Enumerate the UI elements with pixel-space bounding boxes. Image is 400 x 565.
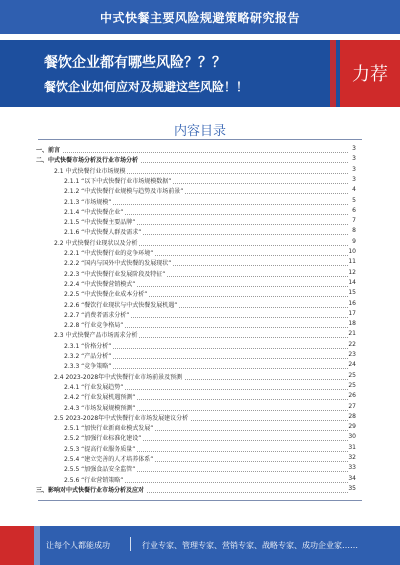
toc-entry-text: 2.2.7 “消费者需求分析”: [64, 311, 130, 319]
toc-entry-page: 32: [348, 454, 356, 461]
toc-entry[interactable]: [36, 413, 356, 422]
toc-entry-page: 28: [348, 412, 356, 420]
toc-entry[interactable]: [36, 258, 356, 267]
toc-entry-page: 16: [348, 299, 356, 307]
toc-entry[interactable]: [36, 227, 356, 236]
toc-entry-page: 3: [352, 155, 356, 163]
toc-entry[interactable]: [36, 300, 356, 309]
toc-entry[interactable]: [36, 403, 356, 412]
toc-entry-text: 2.1.1 “以下中式快餐行业市场规模数据”: [64, 177, 172, 185]
toc-entry-text: 2.5.6 “行业营销策略”: [64, 476, 124, 484]
toc-entry[interactable]: [36, 217, 356, 226]
toc-entry-text: 2.5 2023-2028年中式快餐行业市场发展建议分析: [54, 414, 189, 422]
recommend-badge-text: 力荐: [352, 64, 388, 85]
toc-entry-text: 2.5.1 “加快行业新商业模式发展”: [64, 425, 154, 433]
toc-entry[interactable]: [36, 166, 356, 175]
toc-entry-text: 2.1.4 “中式快餐企业”: [64, 208, 124, 216]
toc-entry-text: 2.1.6 “中式快餐人群及需求”: [64, 229, 142, 237]
toc-entry-text: 2.1.2 “中式快餐行业规模与趋势及市场前景”: [64, 188, 184, 196]
toc-entry-page: 3: [352, 165, 356, 173]
toc-entry-text: 2.2.3 “中式快餐行业发展阶段及特征”: [64, 270, 166, 278]
toc-entry-text: 2.3.1 “价格分析”: [64, 342, 112, 350]
toc-entry[interactable]: [36, 485, 356, 494]
toc-entry[interactable]: [36, 197, 356, 206]
toc-top-divider: [38, 139, 362, 140]
footer-separator: [130, 537, 131, 551]
toc-entry-text: 2.4.2 “行业发展机遇预测”: [64, 394, 136, 402]
toc-entry[interactable]: [36, 361, 356, 370]
report-title: 中式快餐主要风险规避策略研究报告: [99, 11, 300, 25]
toc-entry[interactable]: [36, 269, 356, 278]
toc-entry[interactable]: [36, 382, 356, 391]
toc-entry-page: 11: [348, 258, 356, 266]
toc-entry-page: 35: [348, 484, 356, 492]
toc-entry-page: 6: [352, 206, 356, 214]
toc-entry-text: 2.1.5 “中式快餐主要品牌”: [64, 219, 136, 227]
toc-entry-page: 5: [352, 196, 356, 204]
toc-title: 内容目录: [173, 124, 226, 139]
toc-entry[interactable]: [36, 310, 356, 319]
toc-entry-text: 2.4.3 “市场发展规模预测”: [64, 404, 136, 412]
toc-entry-page: 15: [348, 289, 356, 297]
footer-divider: [34, 526, 40, 565]
toc-entry-page: 31: [348, 443, 356, 451]
toc-entry[interactable]: [36, 289, 356, 298]
toc-entry-page: 7: [352, 217, 356, 225]
toc-entry-text: 2.2.5 “中式快餐企业成本分析”: [64, 291, 148, 299]
toc-entry-page: 34: [348, 474, 356, 482]
toc-entry-page: 3: [352, 145, 356, 152]
toc-entry-page: 23: [348, 351, 356, 358]
toc-entry-page: 27: [348, 402, 356, 410]
toc-leader-dots: [36, 152, 348, 153]
toc-entry-text: 二、中式快餐市场分析及行业市场分析: [36, 157, 139, 165]
toc-entry-text: 2.4.1 “行业发展趋势”: [64, 383, 124, 391]
toc-entry-text: 2.5.2 “加强行业标准化建设”: [64, 435, 142, 443]
toc-entry-text: 2.5.4 “建立完善的人才培养体系”: [64, 456, 154, 463]
toc-entry-text: 一、前言: [36, 147, 61, 154]
toc-entry[interactable]: [36, 186, 356, 195]
toc-entry-text: 2.1 中式快餐行业市场规模: [54, 167, 126, 175]
toc-entry-text: 2.5.5 “加强食品安全监管”: [64, 466, 136, 474]
toc-entry-text: 2.2.6 “餐饮行业现状与中式快餐发展机遇”: [64, 301, 178, 309]
toc-entry[interactable]: [36, 320, 356, 329]
recommend-badge: [340, 40, 400, 107]
toc-entry-text: 2.2 中式快餐行业现状以及分析: [54, 239, 138, 247]
toc-entry-page: 10: [348, 248, 356, 255]
toc-entry[interactable]: [36, 176, 356, 185]
toc-entry-text: 三、影响对中式快餐行业市场分析及应对: [36, 486, 145, 494]
toc-entry-page: 17: [348, 309, 356, 317]
toc-entry[interactable]: [36, 444, 356, 453]
toc-entry[interactable]: [36, 392, 356, 401]
toc-entry-page: 26: [348, 392, 356, 400]
toc-entry-text: 2.2.1 “中式快餐行业的竞争环境”: [64, 250, 154, 257]
hero-subtitle: 餐饮企业如何应对及规避这些风险！！: [44, 80, 249, 94]
toc-entry-page: 9: [352, 237, 356, 245]
toc-entry-page: 24: [348, 361, 356, 369]
toc-entry[interactable]: [36, 155, 356, 164]
toc-entry-page: 29: [348, 423, 356, 431]
badge-accent-bar: [330, 40, 336, 107]
toc-entry-page: 30: [348, 433, 356, 441]
toc-bottom-divider: [38, 500, 362, 501]
toc-entry[interactable]: [36, 351, 356, 360]
hero-question: 餐饮企业都有哪些风险？？？: [44, 55, 226, 71]
toc-entry[interactable]: [36, 433, 356, 442]
toc-entry-text: 2.5.3 “提高行业服务质量”: [64, 445, 136, 453]
toc-entry-page: 14: [348, 278, 356, 286]
toc-entry[interactable]: [36, 464, 356, 473]
toc-entry-page: 8: [352, 227, 356, 235]
toc-entry[interactable]: [36, 341, 356, 350]
toc-entry[interactable]: [36, 454, 356, 463]
toc-entry-text: 2.2.8 “行业竞争格局”: [64, 322, 124, 330]
toc-entry[interactable]: [36, 423, 356, 432]
toc-entry[interactable]: [36, 475, 356, 484]
toc-entry[interactable]: [36, 207, 356, 216]
toc-entry-text: 2.2.2 “国内与国外中式快餐的发展现状”: [64, 260, 172, 268]
toc-entry-page: 25: [348, 381, 356, 389]
footer-accent: [0, 526, 34, 565]
toc-entry-text: 2.2.4 “中式快餐营销模式”: [64, 280, 136, 288]
toc-entry[interactable]: [36, 248, 356, 257]
toc-entry[interactable]: [36, 238, 356, 247]
toc-entry-page: 18: [348, 320, 356, 328]
toc-entry[interactable]: [36, 279, 356, 288]
toc-entry-text: 2.3 中式快餐产品市场需求分析: [54, 332, 138, 340]
toc-entry-text: 2.3.3 “竞争策略”: [64, 363, 112, 371]
footer-slogan: 让每个人都能成功: [46, 541, 110, 550]
toc-entry-text: 2.1.3 “市场规模”: [64, 198, 112, 206]
footer-experts: 行业专家、管理专家、营销专家、战略专家、成功企业家……: [142, 541, 358, 550]
toc-entry[interactable]: [36, 372, 356, 381]
toc-entry-page: 3: [352, 175, 356, 183]
toc-entry-page: 25: [348, 371, 356, 379]
toc-entry-text: 2.4 2023-2028年中式快餐行业市场前景及预测: [54, 373, 183, 381]
report-header-bar: [0, 0, 400, 34]
toc-entry[interactable]: [36, 330, 356, 339]
toc-entry-text: 2.3.2 “产品分析”: [64, 353, 112, 360]
toc-entry-page: 12: [348, 268, 356, 276]
toc-entry[interactable]: [36, 145, 356, 154]
toc-entry-page: 21: [348, 330, 356, 338]
toc-entry-page: 22: [348, 340, 356, 348]
toc-entry-page: 33: [348, 464, 356, 472]
toc-entry-page: 4: [352, 186, 356, 194]
